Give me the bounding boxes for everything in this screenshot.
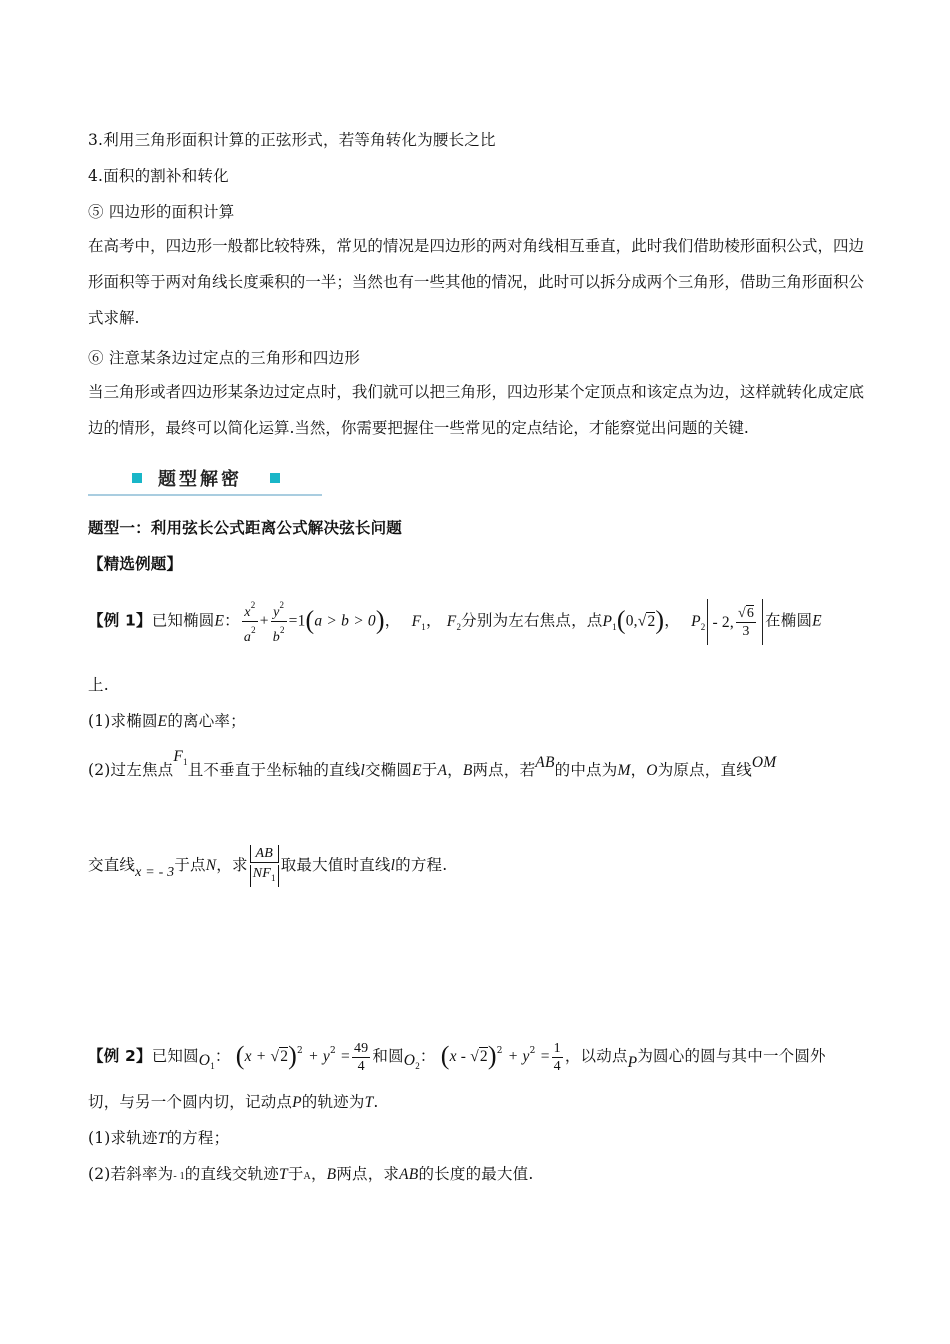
fraction-y2-b2: $\frac{y^2}{b^2}$	[271, 597, 287, 646]
section-header-rule	[88, 494, 322, 496]
section-header-title: 题型解密	[158, 469, 242, 490]
square-icon	[270, 473, 280, 483]
type1-title: 题型一：利用弦长公式距离公式解决弦长问题	[88, 519, 403, 537]
section-header	[88, 462, 322, 496]
selected-examples-label: 【精选例题】	[88, 555, 183, 573]
example1-question1: (1)求椭圆E的离心率；	[88, 712, 246, 730]
fraction-ab-nf1: $\frac{AB}{NF_1}$	[250, 845, 279, 887]
line-area-cut: 4.面积的割补和转化	[88, 167, 229, 185]
example2-question1: (1)求轨迹T的方程；	[88, 1129, 230, 1147]
example1-tag: 【例 1】	[88, 611, 152, 630]
fraction-x2-a2: $\frac{x^2}{a^2}$	[242, 597, 258, 646]
example2-statement: 【例 2】已知圆$O_1$： $(x + √2)^2 + y^2$ = $\frac{49}{4}$ 和圆$O_2$： $(x - √2)^2 + y^2$ = $\frac{1}{4}$ ，以动点P为圆心的圆与其中一个圆外	[88, 1040, 826, 1074]
example1-question2: (2)过左焦点$F_1$且不垂直于坐标轴的直线l交椭圆E于A，B两点，若AB的中点为M，O为原点，直线OM	[88, 748, 777, 779]
line-quad-area-heading: ⑤ 四边形的面积计算	[88, 203, 235, 221]
example1-statement-end: 上.	[88, 676, 109, 694]
example1-question2-cont: 交直线x = - 3于点N，求 $\frac{AB}{NF_1}$ 取最大值时直线l的方程.	[88, 842, 447, 890]
example2-tag: 【例 2】	[88, 1047, 152, 1065]
example2-statement-cont: 切，与另一个圆内切，记动点P的轨迹为T.	[88, 1093, 379, 1111]
line-fixed-point-heading: ⑥ 注意某条边过定点的三角形和四边形	[88, 349, 361, 367]
p2-coordinates: - 2, $\frac{√6}{3}$	[707, 599, 763, 645]
example2-question2: (2)若斜率为- 1的直线交轨迹T于A，B两点，求AB的长度的最大值.	[88, 1165, 534, 1183]
paragraph-fixed-point: 当三角形或者四边形某条边过定点时，我们就可以把三角形，四边形某个定顶点和该定点为边，这样就转化成定底边的情形，最终可以简化运算.当然，你需要把握住一些常见的定点结论，才能察觉出问题的关键.	[88, 383, 864, 437]
line-sine-area: 3.利用三角形面积计算的正弦形式，若等角转化为腰长之比	[88, 131, 496, 149]
square-icon	[132, 473, 142, 483]
paragraph-quad-area: 在高考中，四边形一般都比较特殊，常见的情况是四边形的两对角线相互垂直，此时我们借助棱形面积公式，四边形面积等于两对角线长度乘积的一半；当然也有一些其他的情况，此时可以拆分成两个三角形，借助三角形面积公式求解.	[88, 237, 864, 327]
example1-statement: 【例 1】已知椭圆E： $\frac{x^2}{a^2}$ + $\frac{y^2}{b^2}$ =1(a > b > 0)， $F_1$， $F_2$分别为左右焦点，点$P_1(0,√2)$， $P_2 - 2$, $\frac{√6}{3}$ 在椭圆E	[88, 597, 822, 650]
